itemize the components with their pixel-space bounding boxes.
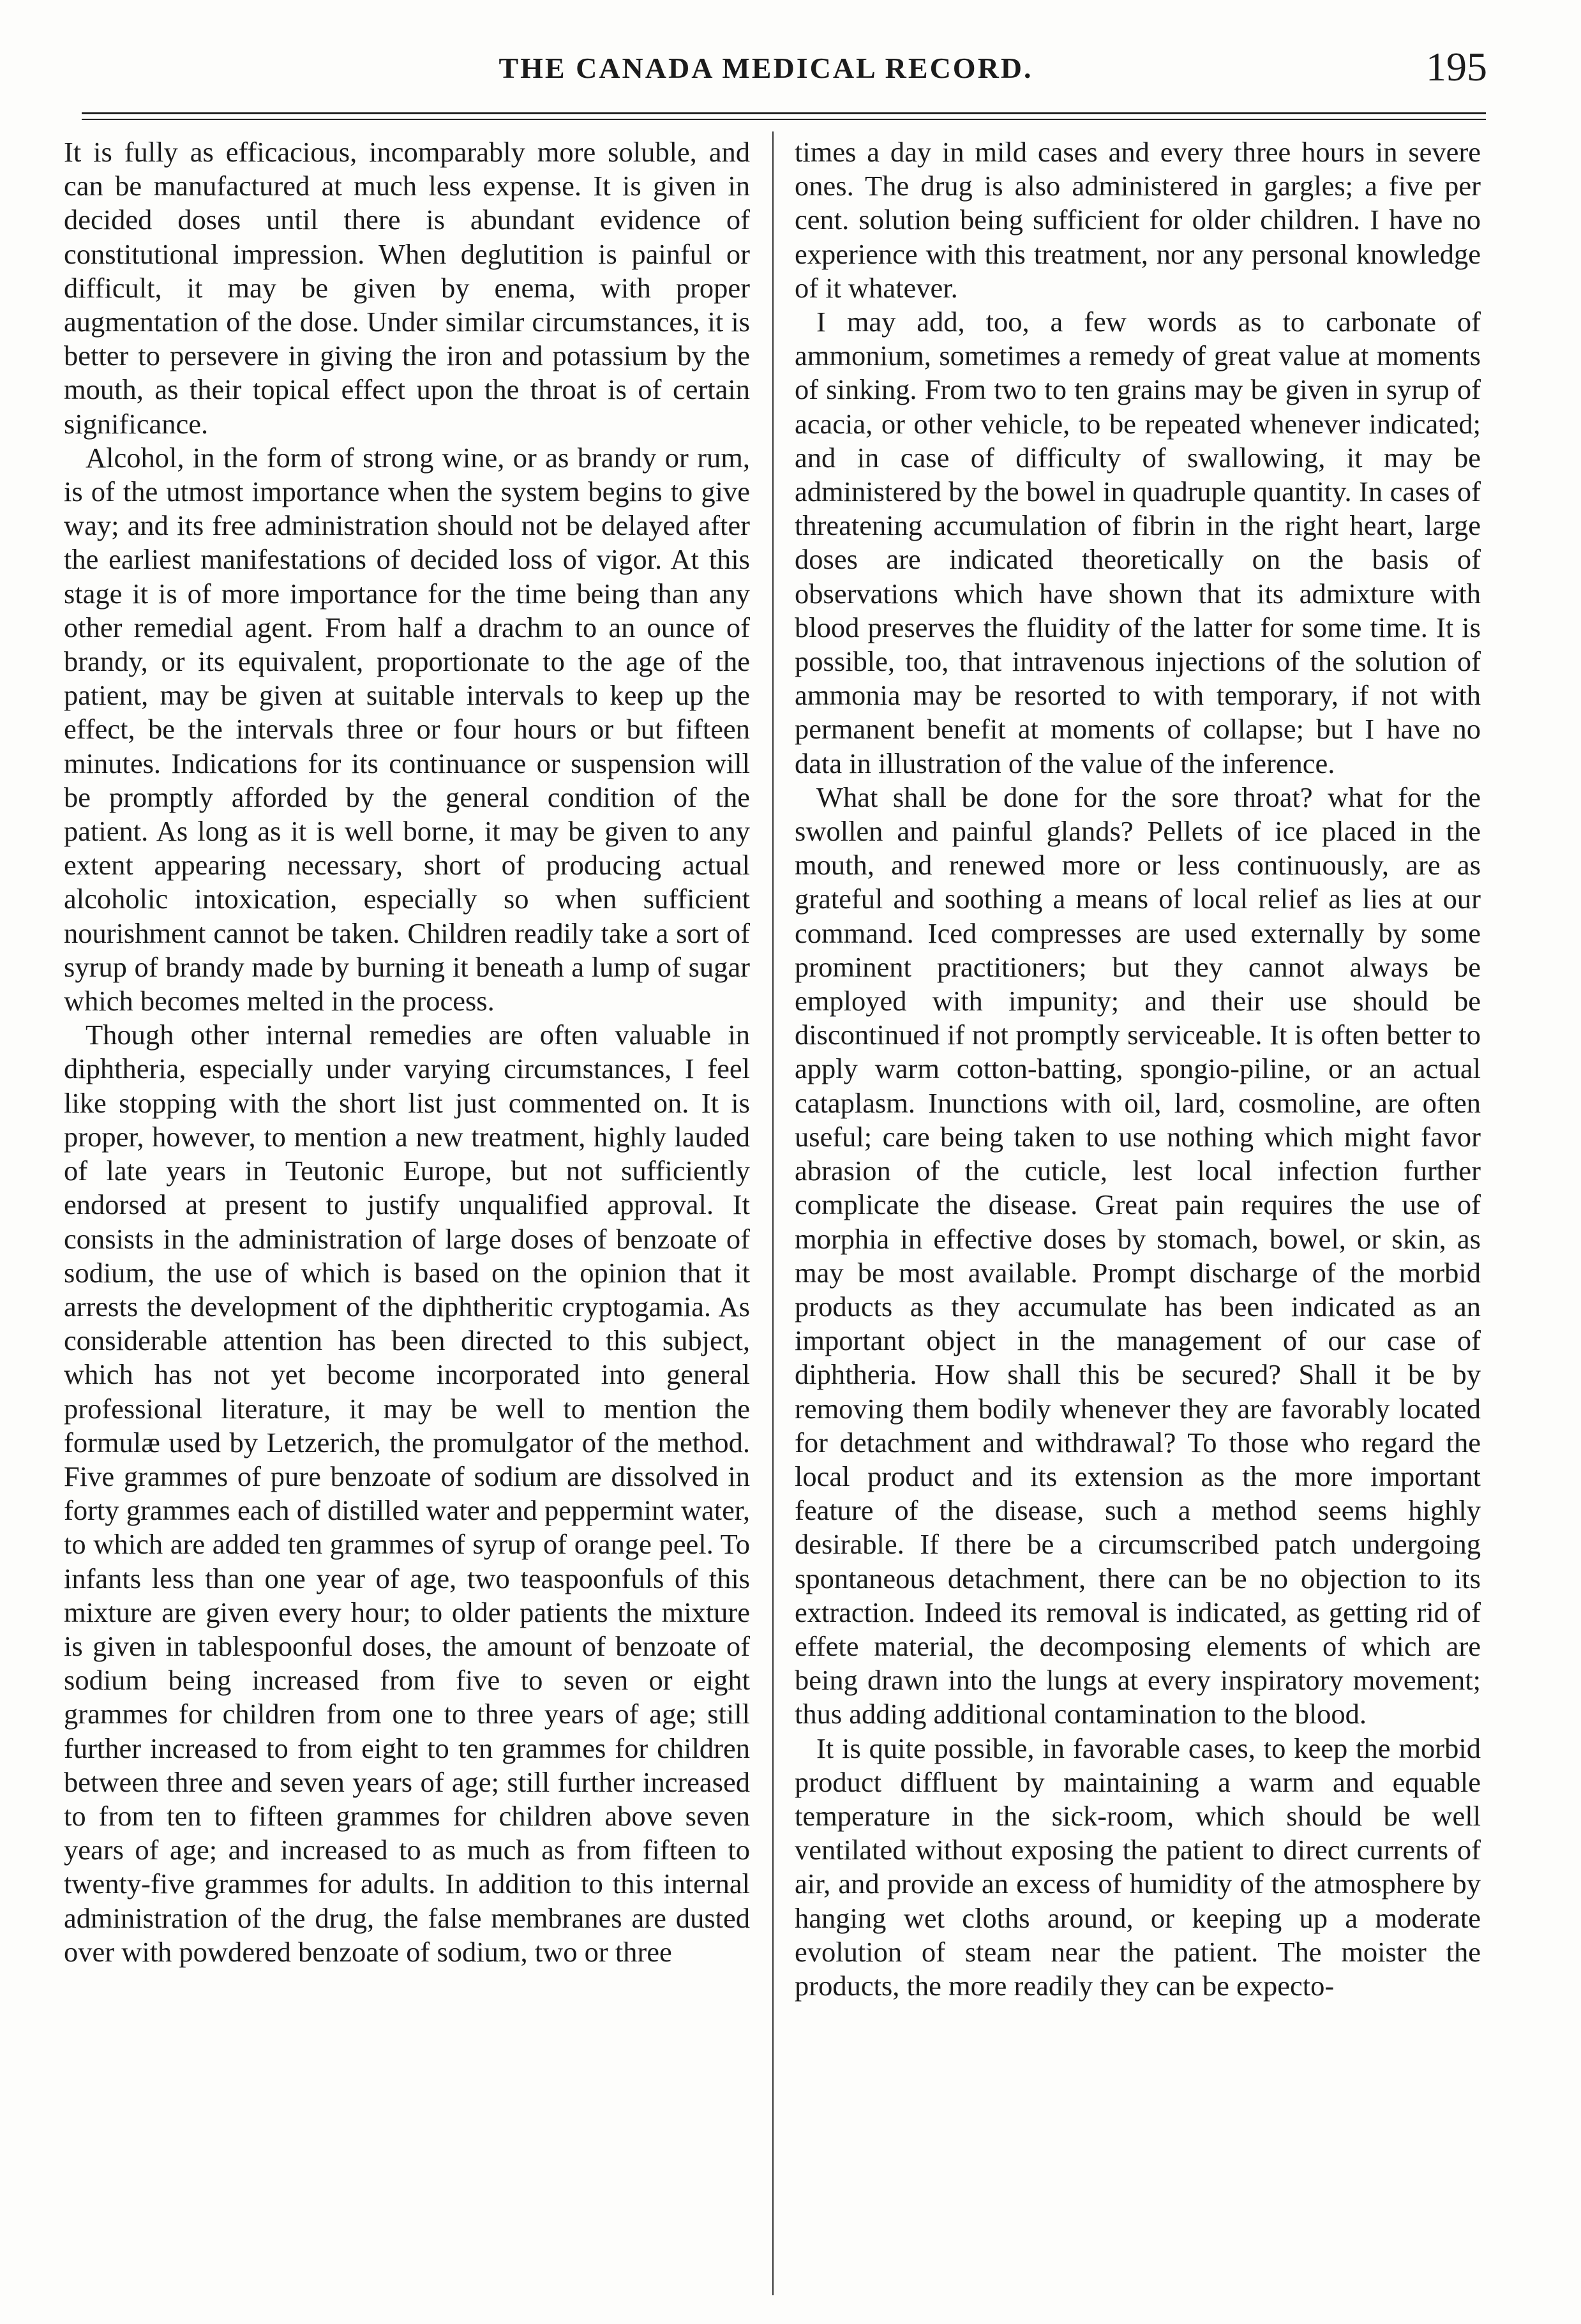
- paragraph: I may add, too, a few words as to carbonate of ammonium, sometimes a remedy of great value at moments of sinking. From two to ten grains may be given in syrup of acacia, or other vehicle, to be repeated whenever indicated; and in case of difficulty of swallowing, it may be administered by the bowel in quadruple quantity. In cases of threatening accumulation of fibrin in the right heart, large doses are indicated theoretically on the basis of observations which have shown that its admixture with blood preserves the fluidity of the latter for some time. It is possible, too, that intravenous injections of the solution of ammonia may be resorted to with temporary, if not with permanent benefit at moments of collapse; but I have no data in illustration of the value of the inference.: [795, 306, 1481, 779]
- page-number: 195: [1426, 44, 1487, 89]
- paragraph: It is fully as efficacious, incomparably more soluble, and can be manufactured at much less expense. It is given in decided doses until there is abundant evidence of constitutional impression. When deglutition is painful or difficult, it may be given by enema, with proper augmentation of the dose. Under similar circumstances, it is better to persevere in giving the iron and potassium by the mouth, as their topical effect upon the throat is of certain significance.: [64, 136, 750, 440]
- header-rule-secondary: [82, 119, 1486, 120]
- paragraph: It is quite possible, in favorable cases, to keep the morbid product diffluent by maintaining a warm and equable temperature in the sick-room, which should be well ventilated without exposing the patient to direct currents of air, and provide an excess of humidity of the atmosphere by hanging wet cloths around, or keeping up a moderate evolution of steam near the patient. The moister the products, the more readily they can be expecto-: [795, 1732, 1481, 2002]
- paragraph: Alcohol, in the form of strong wine, or as brandy or rum, is of the utmost importance when the system begins to give way; and its free administration should not be delayed after the earliest manifestations of decided loss of vigor. At this stage it is of more importance for the time being than any other remedial agent. From half a drachm to an ounce of brandy, or its equivalent, proportionate to the age of the patient, may be given at suitable intervals to keep up the effect, be the intervals three or four hours or but fifteen minutes. Indications for its continuance or suspension will be promptly afforded by the general condition of the patient. As long as it is well borne, it may be given to any extent appearing necessary, short of producing actual alcoholic intoxication, especially so when sufficient nourishment cannot be taken. Children readily take a sort of syrup of brandy made by burning it beneath a lump of sugar which becomes melted in the process.: [64, 441, 750, 1017]
- running-title: THE CANADA MEDICAL RECORD.: [498, 52, 1033, 84]
- header-rule: [82, 112, 1486, 114]
- page-header: [45, 40, 1487, 97]
- left-column: [64, 135, 750, 2305]
- paragraph: times a day in mild cases and every three hours in severe ones. The drug is also administered in gargles; a five per cent. solution being sufficient for older children. I have no experience with this treatment, nor any personal knowledge of it whatever.: [795, 136, 1481, 304]
- column-divider: [772, 131, 774, 2295]
- paragraph: Though other internal remedies are often valuable in diphtheria, especially under varying circumstances, I feel like stopping with the short list just commented on. It is proper, however, to mention a new treatment, highly lauded of late years in Teutonic Europe, but not sufficiently endorsed at present to justify unqualified approval. It consists in the administration of large doses of benzoate of sodium, the use of which is based on the opinion that it arrests the development of the diphtheritic cryptogamia. As considerable attention has been directed to this subject, which has not yet become incorporated into general professional literature, it may be well to mention the formulæ used by Letzerich, the promulgator of the method. Five grammes of pure benzoate of sodium are dissolved in forty grammes each of distilled water and peppermint water, to which are added ten grammes of syrup of orange peel. To infants less than one year of age, two teaspoonfuls of this mixture are given every hour; to older patients the mixture is given in tablespoonful doses, the amount of benzoate of sodium being increased from five to seven or eight grammes for children from one to three years of age; still further increased to from eight to ten grammes for children between three and seven years of age; still further increased to from ten to fifteen grammes for children above seven years of age; and increased to as much as from fifteen to twenty-five grammes for adults. In addition to this internal administration of the drug, the false membranes are dusted over with powdered benzoate of sodium, two or three: [64, 1019, 750, 1968]
- paragraph: What shall be done for the sore throat? what for the swollen and painful glands? Pellets of ice placed in the mouth, and renewed more or less continuously, are as grateful and soothing a means of local relief as lies at our command. Iced compresses are used externally by some prominent practitioners; but they cannot always be employed with impunity; and their use should be discontinued if not promptly serviceable. It is often better to apply warm cotton-batting, spongio-piline, or an actual cataplasm. Inunctions with oil, lard, cosmoline, are often useful; care being taken to use nothing which might favor abrasion of the cuticle, lest local infection further complicate the disease. Great pain requires the use of morphia in effective doses by stomach, bowel, or skin, as may be most available. Prompt discharge of the morbid products as they accumulate has been indicated as an important object in the management of our case of diphtheria. How shall this be secured? Shall it be by removing them bodily whenever they are favorably located for detachment and withdrawal? To those who regard the local product and its extension as the more important feature of the disease, such a method seems highly desirable. If there be a circumscribed patch undergoing spontaneous detachment, there can be no objection to its extraction. Indeed its removal is indicated, as getting rid of effete material, the decomposing elements of which are being drawn into the lungs at every inspiratory movement; thus adding additional contamination to the blood.: [795, 781, 1481, 1730]
- right-column: [795, 135, 1481, 2305]
